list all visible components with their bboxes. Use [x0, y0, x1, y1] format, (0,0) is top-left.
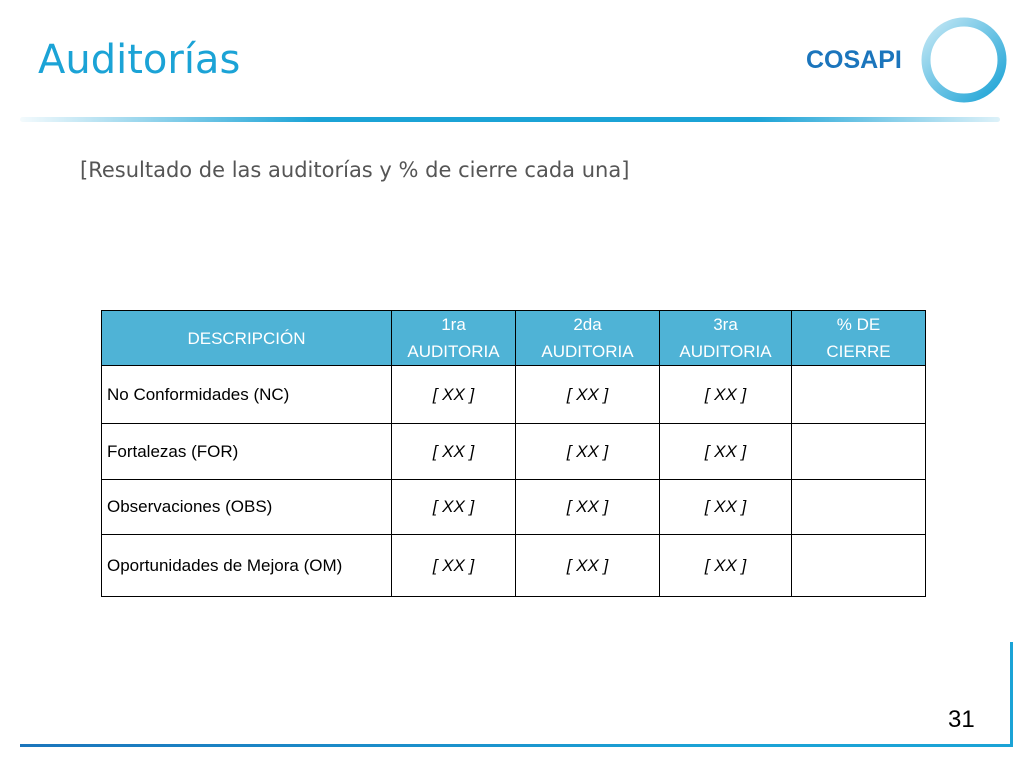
cell-3ra-auditoria: [ XX ]: [660, 366, 792, 424]
cell-2da-auditoria: [ XX ]: [516, 366, 660, 424]
cell-2da-auditoria: [ XX ]: [516, 535, 660, 597]
footer-side-divider: [1010, 642, 1013, 747]
row-description: Oportunidades de Mejora (OM): [102, 535, 392, 597]
slide-title: Auditorías: [38, 37, 241, 83]
footer-divider: [20, 744, 1013, 747]
cell-porcentaje-cierre: [792, 424, 926, 480]
table-row: [102, 366, 926, 424]
header-2da-auditoria: [516, 311, 660, 366]
slide-subtitle: [Resultado de las auditorías y % de cierre cada una]: [80, 158, 630, 182]
cell-porcentaje-cierre: [792, 366, 926, 424]
cell-porcentaje-cierre: [792, 480, 926, 535]
cell-3ra-auditoria: [ XX ]: [660, 535, 792, 597]
header-line: 1ra: [441, 315, 466, 334]
cell-3ra-auditoria: [ XX ]: [660, 480, 792, 535]
logo-wordmark: COSAPI: [806, 46, 902, 74]
header-line: % DE: [836, 315, 881, 334]
row-description: Fortalezas (FOR): [102, 424, 392, 480]
header-1ra-auditoria: [392, 311, 516, 366]
table-header-row: [102, 311, 926, 366]
header-3ra-auditoria: [660, 311, 792, 366]
header-line: CIERRE: [826, 342, 891, 361]
header-line: AUDITORIA: [541, 342, 634, 361]
header-line: 3ra: [713, 315, 738, 334]
header-line: DESCRIPCIÓN: [187, 328, 306, 348]
row-description: No Conformidades (NC): [102, 366, 392, 424]
cell-1ra-auditoria: [ XX ]: [392, 535, 516, 597]
table-row: [102, 480, 926, 535]
header-line: 2da: [573, 315, 602, 334]
table-row: [102, 424, 926, 480]
header-line: AUDITORIA: [407, 342, 500, 361]
cosapi-ring-logo-icon: [916, 12, 1012, 108]
audit-results-table: [101, 310, 926, 597]
cell-2da-auditoria: [ XX ]: [516, 424, 660, 480]
cell-1ra-auditoria: [ XX ]: [392, 366, 516, 424]
header-line: AUDITORIA: [679, 342, 772, 361]
cell-1ra-auditoria: [ XX ]: [392, 480, 516, 535]
title-divider: [20, 117, 1000, 122]
header-descripcion: [102, 311, 392, 366]
cell-2da-auditoria: [ XX ]: [516, 480, 660, 535]
table-row: [102, 535, 926, 597]
header-porcentaje-cierre: [792, 311, 926, 366]
row-description: Observaciones (OBS): [102, 480, 392, 535]
page-number: 31: [948, 706, 975, 733]
cell-1ra-auditoria: [ XX ]: [392, 424, 516, 480]
cell-porcentaje-cierre: [792, 535, 926, 597]
cell-3ra-auditoria: [ XX ]: [660, 424, 792, 480]
